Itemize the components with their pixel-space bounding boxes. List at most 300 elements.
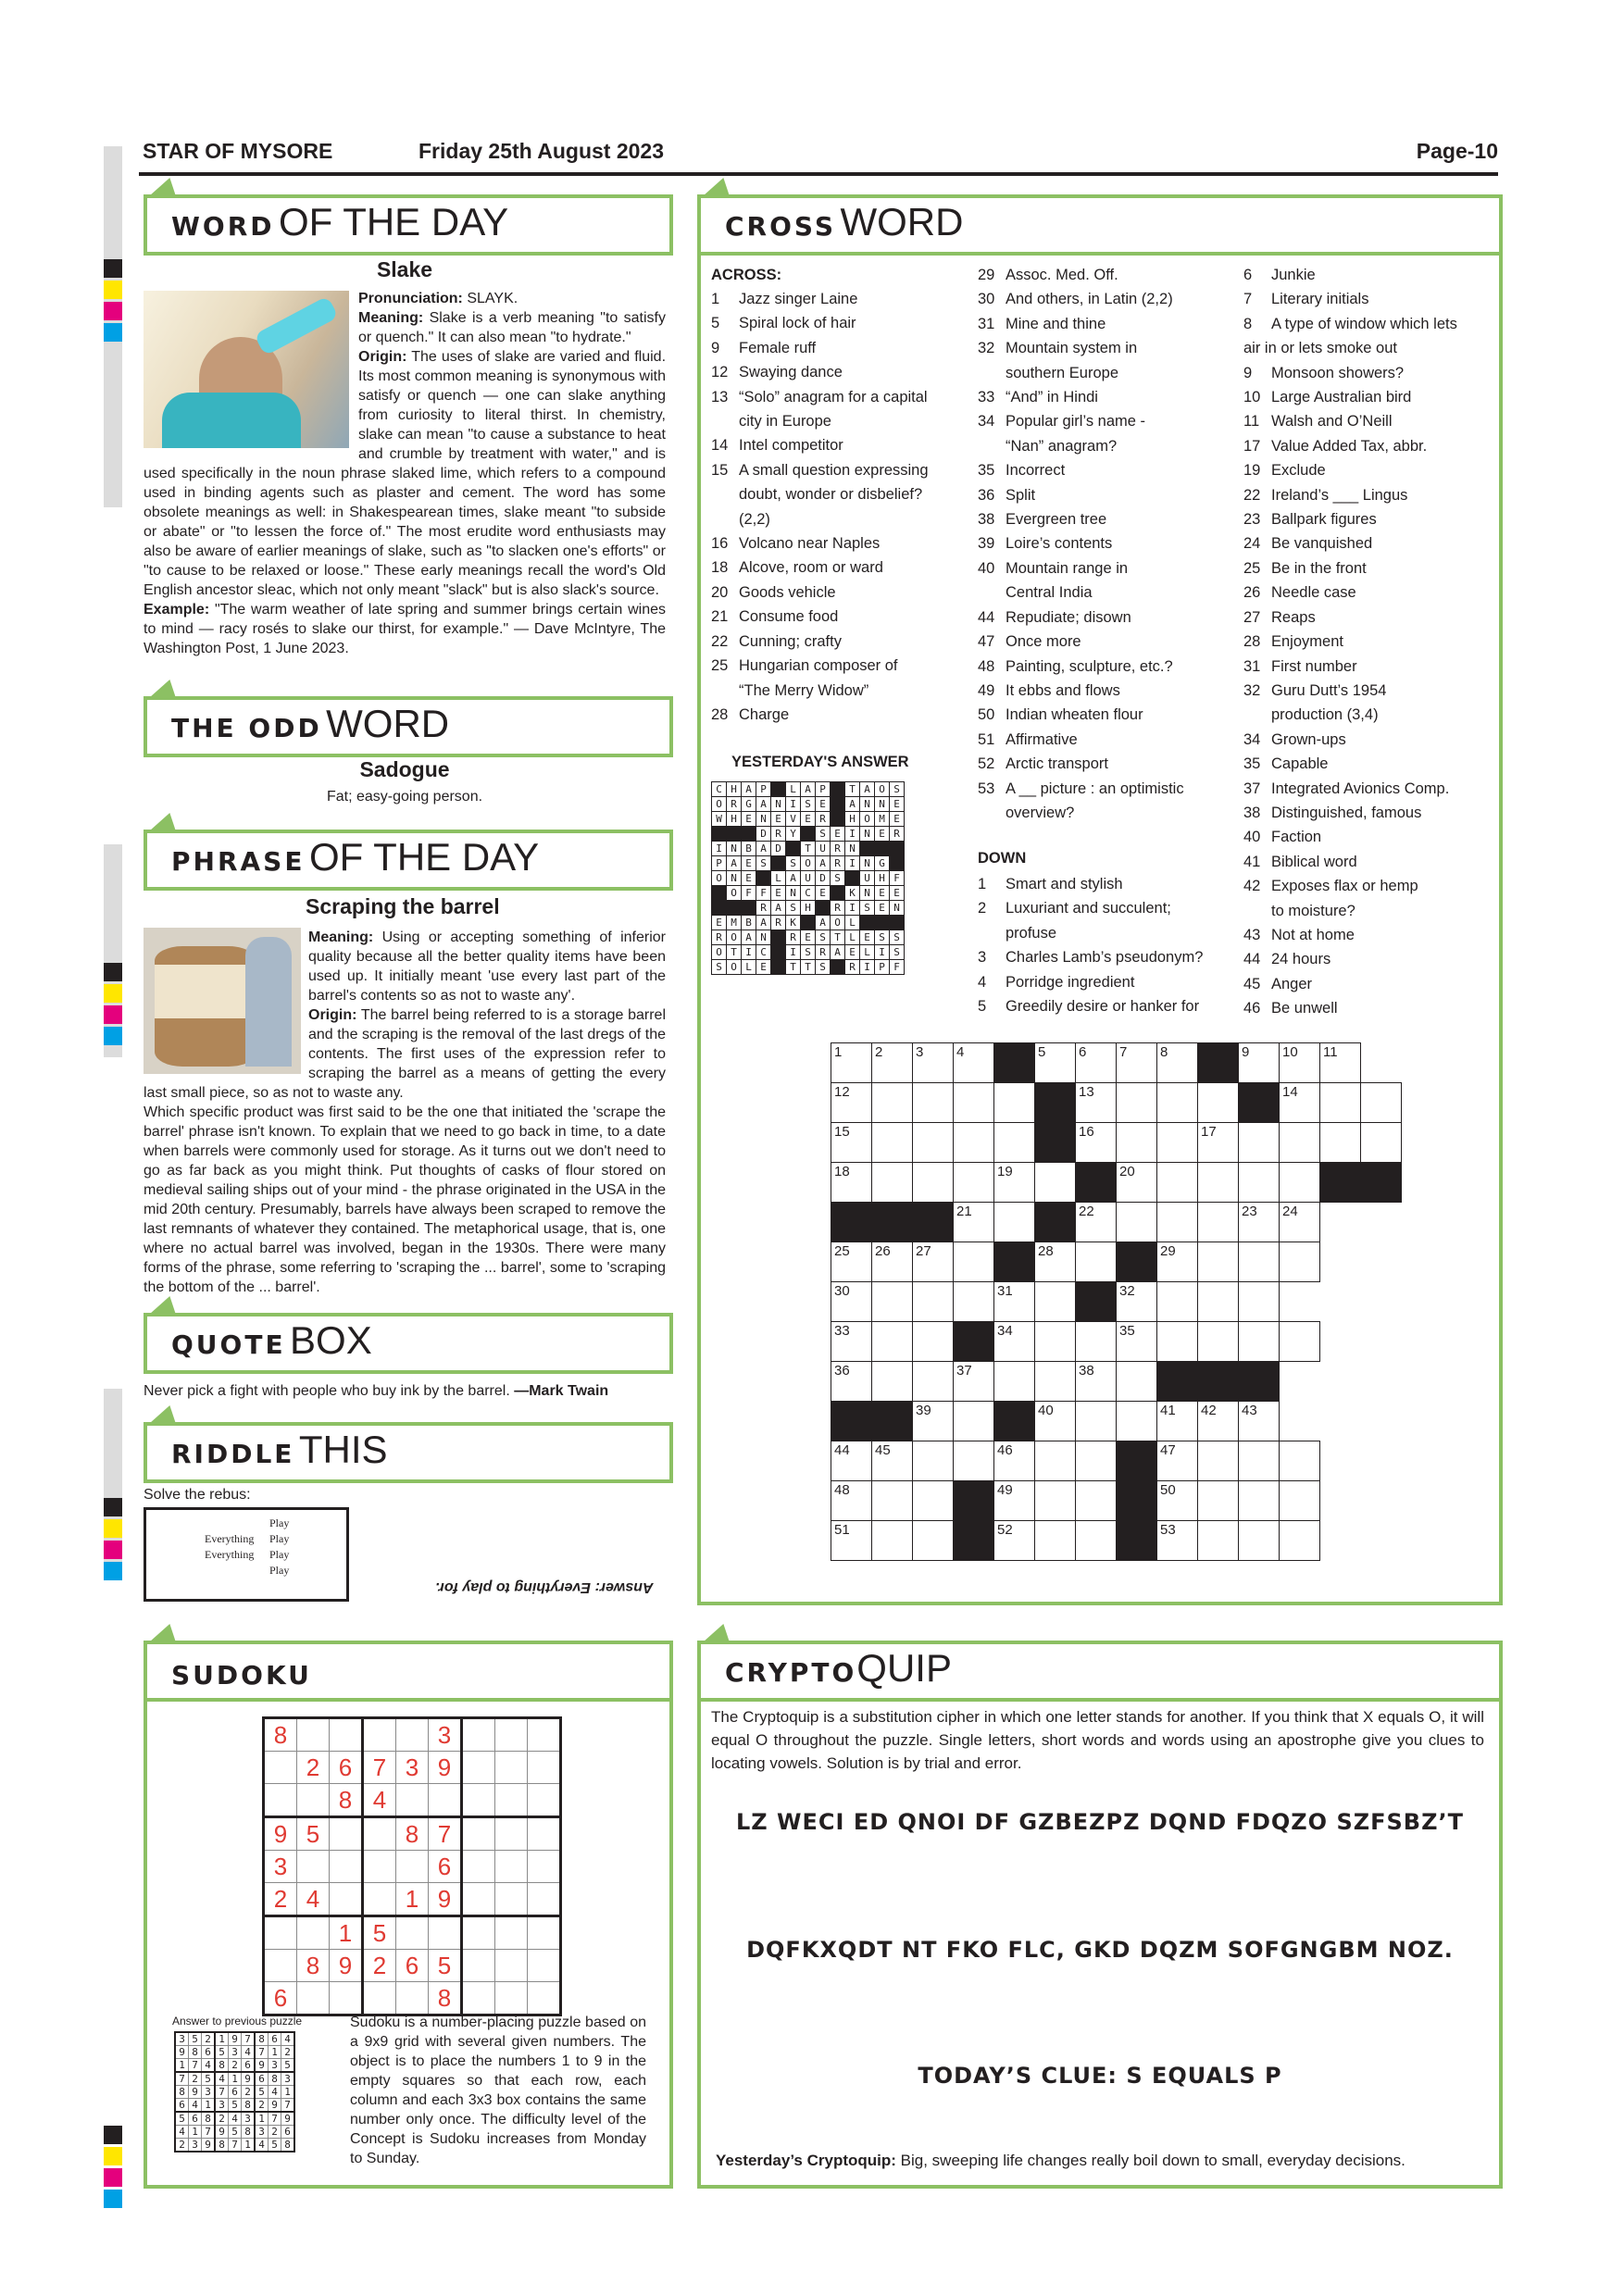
answer-cell: R	[771, 827, 786, 842]
clue	[711, 287, 929, 311]
grid-cell[interactable]: 46	[994, 1441, 1035, 1481]
grid-cell[interactable]: 33	[831, 1322, 872, 1362]
sudoku-cell[interactable]	[462, 1916, 495, 1950]
grid-cell[interactable]	[1198, 1441, 1239, 1481]
grid-cell[interactable]: 26	[872, 1242, 913, 1282]
grid-cell[interactable]: 24	[1280, 1203, 1320, 1242]
grid-cell[interactable]	[954, 1083, 994, 1123]
grid-cell[interactable]	[1320, 1123, 1361, 1163]
black-square	[1035, 1083, 1076, 1123]
grid-cell[interactable]	[1280, 1481, 1320, 1521]
grid-cell[interactable]: 23	[1239, 1203, 1280, 1242]
clue-text: Exclude	[1271, 462, 1326, 480]
grid-cell[interactable]	[913, 1481, 954, 1521]
sudoku-cell[interactable]	[396, 1982, 429, 2015]
grid-cell[interactable]: 29	[1157, 1242, 1198, 1282]
sudoku-cell[interactable]	[429, 1784, 462, 1817]
across-heading: ACROSS:	[711, 267, 782, 283]
sudoku-cell[interactable]: 8	[330, 1784, 363, 1817]
answer-cell: 9	[229, 2032, 242, 2046]
grid-cell[interactable]	[1239, 1441, 1280, 1481]
sudoku-cell[interactable]	[396, 1851, 429, 1883]
grid-cell[interactable]	[1076, 1322, 1117, 1362]
grid-cell[interactable]: 12	[831, 1083, 872, 1123]
answer-cell: R	[831, 901, 845, 916]
sudoku-cell[interactable]	[330, 1817, 363, 1851]
clue-number	[711, 482, 739, 506]
answer-cell: I	[712, 842, 727, 856]
sudoku-cell[interactable]	[264, 1784, 297, 1817]
clue-number: 6	[1243, 267, 1253, 283]
sudoku-cell[interactable]: 9	[429, 1752, 462, 1784]
answer-cell: N	[875, 797, 890, 812]
sudoku-cell[interactable]	[429, 1916, 462, 1950]
sudoku-cell[interactable]	[297, 1784, 330, 1817]
grid-cell[interactable]	[913, 1521, 954, 1561]
sudoku-cell[interactable]: 2	[264, 1883, 297, 1916]
clue-number: 45	[1243, 975, 1261, 992]
sudoku-cell[interactable]: 6	[330, 1752, 363, 1784]
grid-cell[interactable]	[1280, 1441, 1320, 1481]
sudoku-cell[interactable]	[297, 1982, 330, 2015]
grid-cell[interactable]	[1157, 1123, 1198, 1163]
grid-cell[interactable]: 21	[954, 1203, 994, 1242]
grid-cell[interactable]: 17	[1198, 1123, 1239, 1163]
grid-cell[interactable]	[1035, 1163, 1076, 1203]
clue	[1243, 409, 1457, 433]
sudoku-cell[interactable]	[462, 1752, 495, 1784]
sudoku-cell[interactable]	[297, 1851, 330, 1883]
sudoku-cell[interactable]	[528, 1916, 561, 1950]
grid-cell[interactable]	[913, 1163, 954, 1203]
grid-cell[interactable]: 30	[831, 1282, 872, 1322]
grid-cell[interactable]: 20	[1117, 1163, 1157, 1203]
grid-cell[interactable]: 38	[1076, 1362, 1117, 1402]
sudoku-cell[interactable]	[462, 1982, 495, 2015]
grid-cell[interactable]	[1361, 1123, 1402, 1163]
grid-cell[interactable]	[954, 1282, 994, 1322]
clue	[978, 409, 1184, 433]
sudoku-cell[interactable]: 4	[297, 1883, 330, 1916]
answer-cell: 4	[175, 2126, 189, 2139]
clue-text: Central India	[1006, 584, 1093, 602]
black-square	[954, 1481, 994, 1521]
clue	[1243, 679, 1457, 703]
answer-cell: L	[860, 945, 875, 960]
down-clues-col1	[978, 872, 1203, 1018]
grid-cell[interactable]	[913, 1123, 954, 1163]
sudoku-cell[interactable]	[330, 1851, 363, 1883]
sudoku-cell[interactable]	[264, 1916, 297, 1950]
clue	[1243, 483, 1457, 507]
grid-cell[interactable]	[1239, 1481, 1280, 1521]
grid-cell[interactable]: 15	[831, 1123, 872, 1163]
sudoku-cell[interactable]	[330, 1883, 363, 1916]
clue	[711, 385, 929, 409]
clue	[711, 679, 929, 703]
grid-cell[interactable]	[1280, 1322, 1320, 1362]
grid-cell[interactable]: 37	[954, 1362, 994, 1402]
grid-cell[interactable]	[994, 1362, 1035, 1402]
grid-cell[interactable]: 27	[913, 1242, 954, 1282]
sudoku-cell[interactable]	[363, 1817, 396, 1851]
grid-cell[interactable]	[872, 1123, 913, 1163]
grid-cell[interactable]	[1280, 1163, 1320, 1203]
sudoku-cell[interactable]	[363, 1982, 396, 2015]
sudoku-cell[interactable]	[462, 1883, 495, 1916]
grid-cell[interactable]: 1	[831, 1043, 872, 1083]
grid-cell[interactable]	[1076, 1242, 1117, 1282]
clue-text: Split	[1006, 486, 1036, 504]
grid-cell[interactable]: 4	[954, 1043, 994, 1083]
sudoku-cell[interactable]: 7	[363, 1752, 396, 1784]
grid-cell[interactable]: 22	[1076, 1203, 1117, 1242]
sudoku-cell[interactable]	[528, 1784, 561, 1817]
sudoku-cell[interactable]	[396, 1718, 429, 1752]
answer-cell: 4	[229, 2112, 242, 2126]
clue	[978, 752, 1184, 776]
grid-cell[interactable]	[1035, 1362, 1076, 1402]
answer-cell	[831, 797, 845, 812]
grid-cell[interactable]: 50	[1157, 1481, 1198, 1521]
grid-cell[interactable]	[1198, 1163, 1239, 1203]
sudoku-cell[interactable]	[528, 1883, 561, 1916]
sudoku-cell[interactable]: 8	[396, 1817, 429, 1851]
answer-cell: 4	[215, 2072, 229, 2086]
grid-cell[interactable]: 18	[831, 1163, 872, 1203]
grid-cell[interactable]	[1076, 1402, 1117, 1441]
grid-cell[interactable]: 49	[994, 1481, 1035, 1521]
grid-cell[interactable]	[913, 1322, 954, 1362]
grid-cell[interactable]: 40	[1035, 1402, 1076, 1441]
sudoku-cell[interactable]: 3	[264, 1851, 297, 1883]
answer-cell: I	[845, 901, 860, 916]
clue-text: Grown-ups	[1271, 730, 1346, 748]
sudoku-cell[interactable]	[495, 1950, 528, 1982]
clue	[1243, 947, 1457, 971]
clue-text: Guru Dutt’s 1954	[1271, 681, 1387, 699]
grid-cell[interactable]: 39	[913, 1402, 954, 1441]
grid-cell[interactable]: 10	[1280, 1043, 1320, 1083]
grid-cell[interactable]	[1320, 1083, 1361, 1123]
answer-cell	[771, 960, 786, 975]
grid-cell[interactable]	[954, 1242, 994, 1282]
grid-cell[interactable]: 32	[1117, 1282, 1157, 1322]
sudoku-cell[interactable]: 9	[330, 1950, 363, 1982]
grid-cell[interactable]	[1035, 1282, 1076, 1322]
sudoku-cell[interactable]: 2	[363, 1950, 396, 1982]
grid-cell[interactable]	[872, 1481, 913, 1521]
answer-cell: E	[742, 871, 756, 886]
sudoku-cell[interactable]: 6	[429, 1851, 462, 1883]
sudoku-cell[interactable]	[264, 1752, 297, 1784]
grid-cell[interactable]	[1198, 1322, 1239, 1362]
sudoku-cell[interactable]	[528, 1817, 561, 1851]
sudoku-cell[interactable]	[363, 1851, 396, 1883]
clue	[1243, 655, 1457, 679]
grid-cell[interactable]	[1239, 1521, 1280, 1561]
sudoku-cell[interactable]: 7	[429, 1817, 462, 1851]
answer-cell: E	[816, 886, 831, 901]
grid-cell[interactable]	[1239, 1282, 1280, 1322]
sudoku-cell[interactable]: 1	[396, 1883, 429, 1916]
answer-cell: T	[831, 930, 845, 945]
grid-cell[interactable]: 6	[1076, 1043, 1117, 1083]
grid-cell[interactable]: 11	[1320, 1043, 1361, 1083]
clue-number: 2	[978, 900, 987, 917]
sudoku-previous-answer	[174, 2031, 295, 2152]
clue	[711, 433, 929, 457]
grid-cell[interactable]	[994, 1203, 1035, 1242]
grid-cell[interactable]	[1239, 1242, 1280, 1282]
sudoku-cell[interactable]	[396, 1784, 429, 1817]
grid-cell[interactable]	[1198, 1481, 1239, 1521]
section-title: RIDDLE THIS	[171, 1428, 388, 1471]
clue-number: 22	[1243, 486, 1261, 504]
grid-cell[interactable]	[1117, 1402, 1157, 1441]
answer-cell: 7	[269, 2112, 281, 2126]
sudoku-cell[interactable]	[495, 1916, 528, 1950]
answer-cell	[845, 871, 860, 886]
grid-cell[interactable]: 7	[1117, 1043, 1157, 1083]
grid-cell[interactable]	[1035, 1481, 1076, 1521]
sudoku-cell[interactable]: 6	[264, 1982, 297, 2015]
sudoku-cell[interactable]	[330, 1718, 363, 1752]
grid-cell[interactable]	[1035, 1521, 1076, 1561]
grid-cell[interactable]	[1117, 1123, 1157, 1163]
sudoku-cell[interactable]	[495, 1851, 528, 1883]
clue-number: 34	[1243, 730, 1261, 748]
sudoku-cell[interactable]	[495, 1817, 528, 1851]
clue	[978, 531, 1184, 555]
sudoku-cell[interactable]: 6	[396, 1950, 429, 1982]
grid-cell[interactable]	[994, 1123, 1035, 1163]
grid-cell[interactable]	[872, 1083, 913, 1123]
sudoku-cell[interactable]	[528, 1982, 561, 2015]
grid-cell[interactable]	[1157, 1282, 1198, 1322]
sudoku-cell[interactable]	[495, 1883, 528, 1916]
answer-cell: 8	[189, 2046, 202, 2059]
grid-cell[interactable]	[1280, 1123, 1320, 1163]
grid-cell[interactable]	[872, 1521, 913, 1561]
answer-cell: I	[786, 797, 801, 812]
tab-flag	[147, 178, 189, 198]
grid-cell[interactable]	[1239, 1123, 1280, 1163]
grid-cell[interactable]	[1157, 1203, 1198, 1242]
answer-cell: H	[845, 812, 860, 827]
sudoku-cell[interactable]	[297, 1916, 330, 1950]
grid-cell[interactable]: 31	[994, 1282, 1035, 1322]
grid-cell[interactable]	[994, 1083, 1035, 1123]
grid-cell[interactable]: 34	[994, 1322, 1035, 1362]
grid-cell[interactable]: 53	[1157, 1521, 1198, 1561]
grid-cell[interactable]	[913, 1362, 954, 1402]
grid-cell[interactable]: 14	[1280, 1083, 1320, 1123]
sudoku-cell[interactable]	[495, 1752, 528, 1784]
answer-cell: S	[816, 827, 831, 842]
clue-number: 9	[711, 339, 720, 356]
sudoku-cell[interactable]: 1	[330, 1916, 363, 1950]
grid-cell[interactable]	[913, 1282, 954, 1322]
sudoku-cell[interactable]	[495, 1784, 528, 1817]
clue-text: Arctic transport	[1006, 755, 1108, 773]
clue-number: 14	[711, 437, 729, 455]
clue-text: Ballpark figures	[1271, 511, 1377, 529]
sudoku-cell[interactable]: 5	[363, 1916, 396, 1950]
grid-cell[interactable]: 43	[1239, 1402, 1280, 1441]
grid-cell[interactable]	[1157, 1163, 1198, 1203]
grid-cell[interactable]	[1198, 1242, 1239, 1282]
print-mark	[104, 302, 122, 320]
rebus-play: Play	[269, 1516, 290, 1529]
sudoku-cell[interactable]: 9	[264, 1817, 297, 1851]
sudoku-cell[interactable]	[264, 1950, 297, 1982]
grid-cell[interactable]: 47	[1157, 1441, 1198, 1481]
answer-cell	[890, 916, 905, 930]
grid-cell[interactable]	[872, 1362, 913, 1402]
grid-cell[interactable]: 52	[994, 1521, 1035, 1561]
grid-cell[interactable]	[1157, 1083, 1198, 1123]
grid-cell[interactable]	[1076, 1441, 1117, 1481]
sudoku-cell[interactable]: 3	[396, 1752, 429, 1784]
answer-cell: 6	[281, 2126, 295, 2139]
grid-cell[interactable]	[954, 1402, 994, 1441]
answer-cell: L	[786, 782, 801, 797]
sudoku-cell[interactable]	[462, 1950, 495, 1982]
grid-cell[interactable]: 3	[913, 1043, 954, 1083]
grid-cell[interactable]	[1076, 1481, 1117, 1521]
sudoku-cell[interactable]: 8	[264, 1718, 297, 1752]
grid-cell[interactable]: 19	[994, 1163, 1035, 1203]
sudoku-cell[interactable]: 2	[297, 1752, 330, 1784]
clue-text: Ireland’s ___ Lingus	[1271, 486, 1408, 504]
sudoku-cell[interactable]	[495, 1718, 528, 1752]
cryptoquip-intro: The Cryptoquip is a substitution cipher in which one letter stands for another. If you think that X equals O, it will equal O throughout the puzzle. Single letters, short words and words using an apostrophe give you clues to locating vowels. Solution is by trial and error.	[711, 1708, 1484, 1772]
grid-cell[interactable]	[1198, 1203, 1239, 1242]
sudoku-cell[interactable]	[297, 1718, 330, 1752]
grid-cell[interactable]	[913, 1441, 954, 1481]
grid-cell[interactable]: 36	[831, 1362, 872, 1402]
answer-cell	[727, 901, 742, 916]
answer-cell: F	[756, 886, 771, 901]
sudoku-cell[interactable]	[462, 1718, 495, 1752]
sudoku-cell[interactable]: 5	[429, 1950, 462, 1982]
answer-cell: 2	[175, 2139, 189, 2152]
answer-cell	[712, 827, 727, 842]
answer-cell: E	[742, 812, 756, 827]
grid-cell[interactable]	[1361, 1083, 1402, 1123]
sudoku-cell[interactable]	[363, 1883, 396, 1916]
riddle-title-box	[144, 1422, 673, 1483]
clue	[711, 507, 929, 531]
sudoku-cell[interactable]: 3	[429, 1718, 462, 1752]
grid-cell[interactable]	[1198, 1083, 1239, 1123]
grid-cell[interactable]	[1280, 1521, 1320, 1561]
clue-number: 44	[978, 608, 995, 626]
answer-cell	[875, 916, 890, 930]
answer-cell: 8	[215, 2139, 229, 2152]
grid-cell[interactable]	[1117, 1362, 1157, 1402]
grid-cell[interactable]: 9	[1239, 1043, 1280, 1083]
sudoku-cell[interactable]	[462, 1817, 495, 1851]
grid-cell[interactable]: 13	[1076, 1083, 1117, 1123]
sudoku-cell[interactable]	[363, 1718, 396, 1752]
sudoku-cell[interactable]	[462, 1784, 495, 1817]
rebus-box	[144, 1507, 349, 1602]
grid-cell[interactable]	[913, 1083, 954, 1123]
sudoku-cell[interactable]	[495, 1982, 528, 2015]
sudoku-cell[interactable]	[528, 1718, 561, 1752]
grid-cell[interactable]	[1280, 1242, 1320, 1282]
grid-cell[interactable]	[872, 1322, 913, 1362]
grid-cell[interactable]	[1117, 1083, 1157, 1123]
clue	[978, 458, 1184, 482]
grid-cell[interactable]	[1239, 1322, 1280, 1362]
sudoku-cell[interactable]: 9	[429, 1883, 462, 1916]
clue	[1243, 996, 1457, 1020]
grid-cell[interactable]: 48	[831, 1481, 872, 1521]
grid-cell[interactable]: 45	[872, 1441, 913, 1481]
clue-text: Volcano near Naples	[739, 535, 881, 553]
grid-cell[interactable]	[1198, 1282, 1239, 1322]
grid-cell[interactable]: 28	[1035, 1242, 1076, 1282]
sudoku-cell[interactable]: 8	[429, 1982, 462, 2015]
grid-cell[interactable]: 8	[1157, 1043, 1198, 1083]
grid-cell[interactable]: 25	[831, 1242, 872, 1282]
grid-cell[interactable]	[1076, 1521, 1117, 1561]
clue-text: Exposes flax or hemp	[1271, 878, 1418, 895]
grid-cell[interactable]	[1035, 1322, 1076, 1362]
black-square	[831, 1203, 872, 1242]
grid-cell[interactable]	[954, 1163, 994, 1203]
sudoku-cell[interactable]	[462, 1851, 495, 1883]
grid-cell[interactable]	[872, 1163, 913, 1203]
clue-number: 51	[978, 730, 995, 748]
grid-cell[interactable]: 42	[1198, 1402, 1239, 1441]
grid-cell[interactable]	[1035, 1441, 1076, 1481]
grid-cell[interactable]	[954, 1123, 994, 1163]
black-square	[1076, 1282, 1117, 1322]
clue-text: Anger	[1271, 975, 1313, 992]
grid-cell[interactable]: 16	[1076, 1123, 1117, 1163]
sudoku-cell[interactable]: 5	[297, 1817, 330, 1851]
grid-cell[interactable]	[1198, 1521, 1239, 1561]
grid-cell[interactable]	[1117, 1203, 1157, 1242]
grid-cell[interactable]	[1157, 1322, 1198, 1362]
grid-cell[interactable]	[872, 1282, 913, 1322]
grid-cell[interactable]: 2	[872, 1043, 913, 1083]
black-square	[1035, 1203, 1076, 1242]
answer-cell: R	[831, 842, 845, 856]
grid-cell[interactable]: 5	[1035, 1043, 1076, 1083]
sudoku-cell[interactable]	[396, 1916, 429, 1950]
grid-cell[interactable]: 51	[831, 1521, 872, 1561]
grid-cell[interactable]	[954, 1441, 994, 1481]
answer-cell: 5	[229, 2126, 242, 2139]
grid-cell[interactable]	[1239, 1163, 1280, 1203]
grid-cell[interactable]: 41	[1157, 1402, 1198, 1441]
grid-cell[interactable]: 44	[831, 1441, 872, 1481]
print-mark	[104, 1498, 122, 1516]
answer-cell: H	[801, 901, 816, 916]
sudoku-cell[interactable]: 8	[297, 1950, 330, 1982]
sudoku-cell[interactable]	[528, 1851, 561, 1883]
sudoku-cell[interactable]	[330, 1982, 363, 2015]
sudoku-cell[interactable]	[528, 1752, 561, 1784]
sudoku-cell[interactable]	[528, 1950, 561, 1982]
grid-cell[interactable]: 35	[1117, 1322, 1157, 1362]
sudoku-cell[interactable]: 4	[363, 1784, 396, 1817]
